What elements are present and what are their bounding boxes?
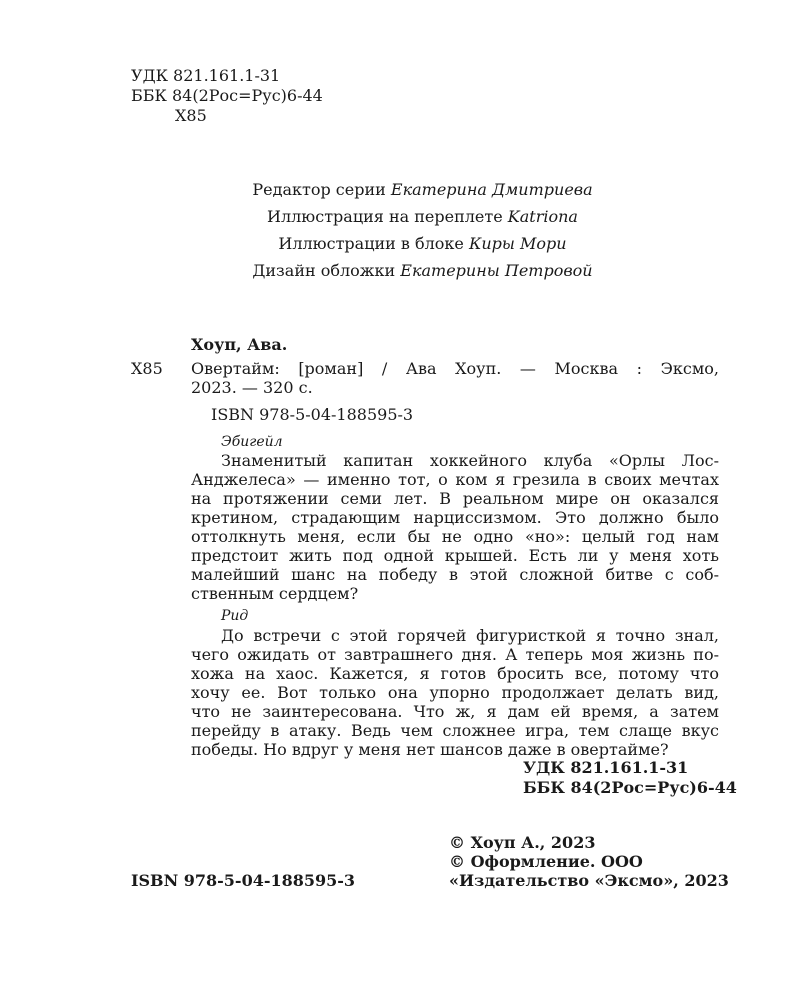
text-line: оттолкнуть меня, если бы не одно «но»: целый год нам [191, 527, 719, 546]
credit-role: Дизайн обложки [252, 261, 401, 280]
copyright-block [449, 833, 729, 890]
text-line: что не заинтересована. Что ж, я дам ей время, а затем [191, 702, 719, 721]
credit-name: Киры Мори [468, 234, 567, 253]
copyright-line: «Издательство «Эксмо», 2023 [449, 871, 729, 890]
text-line: До встречи с этой горячей фигуристкой я точно знал, [221, 626, 719, 645]
text-line: хожа на хаос. Кажется, я готов бросить все, потому что [191, 664, 719, 683]
credit-inner-illustrations [150, 234, 695, 261]
credit-role: Иллюстрации в блоке [278, 234, 469, 253]
text-line: победы. Но вдруг у меня нет шансов даже в овертайме? [191, 740, 669, 759]
top-classification [131, 66, 323, 126]
text-line: Знаменитый капитан хоккейного клуба «Орлы Лос- [221, 451, 719, 470]
catalog-title-line: 2023. — 320 с. [191, 378, 313, 397]
text-line: ственным сердцем? [191, 584, 359, 603]
text-line: чего ожидать от завтрашнего дня. А теперь моя жизнь по- [191, 645, 719, 664]
udk-code: УДК 821.161.1-31 [523, 758, 689, 777]
annotation-paragraph-reed [191, 626, 719, 759]
credit-name: Екатерины Петровой [400, 261, 593, 280]
udk-code: УДК 821.161.1-31 [131, 66, 281, 85]
footer-isbn: ISBN 978-5-04-188595-3 [131, 871, 356, 890]
section-heading-abigail: Эбигейл [221, 434, 283, 450]
copyright-line: © Хоуп А., 2023 [449, 833, 596, 852]
credit-name: Katriona [507, 207, 578, 226]
text-line: предстоит жить под одной крышей. Есть ли у меня хоть [191, 546, 719, 565]
bottom-classification [523, 758, 737, 798]
text-line: хочу ее. Вот только она упорно продолжает делать вид, [191, 683, 719, 702]
catalog-author-mark: Х85 [131, 359, 163, 378]
annotation-paragraph-abigail [191, 451, 719, 603]
catalog-title-line: Овертайм: [роман] / Ава Хоуп. — Москва : Эксмо, [191, 359, 719, 378]
section-heading-reed: Рид [221, 608, 249, 624]
credits-block [150, 180, 695, 288]
credit-cover-illustration [150, 207, 695, 234]
credit-role: Редактор серии [252, 180, 391, 199]
text-line: Анджелеса» — именно тот, о ком я грезила в своих мечтах [191, 470, 719, 489]
text-line: малейший шанс на победу в этой сложной битве с соб- [191, 565, 719, 584]
bbk-code: ББК 84(2Рос=Рус)6-44 [523, 778, 737, 797]
text-line: перейду в атаку. Ведь чем сложнее игра, тем слаще вкус [191, 721, 719, 740]
catalog-author: Хоуп, Ава. [191, 335, 288, 354]
credit-series-editor [150, 180, 695, 207]
author-mark: Х85 [175, 106, 207, 125]
copyright-line: © Оформление. ООО [449, 852, 643, 871]
credit-role: Иллюстрация на переплете [267, 207, 508, 226]
text-line: на протяжении семи лет. В реальном мире он оказался [191, 489, 719, 508]
catalog-isbn: ISBN 978-5-04-188595-3 [211, 405, 414, 424]
text-line: кретином, страдающим нарциссизмом. Это должно было [191, 508, 719, 527]
credit-cover-design [150, 261, 695, 288]
credit-name: Екатерина Дмитриева [390, 180, 593, 199]
bbk-code: ББК 84(2Рос=Рус)6-44 [131, 86, 323, 105]
